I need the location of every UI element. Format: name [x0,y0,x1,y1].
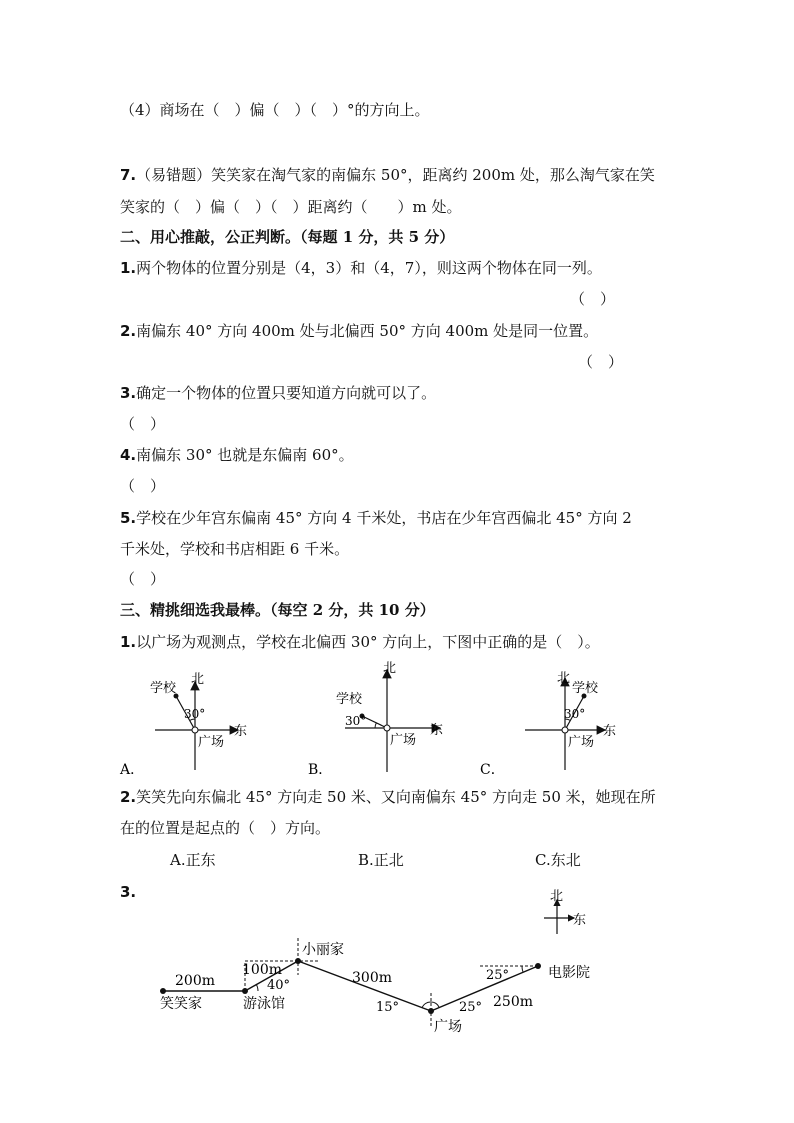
diagram-b-square-label: 广场 [390,733,417,748]
q7-text-line2: 笑家的（ ）偏（ ）（ ）距离约（ ）m 处。 [120,198,462,216]
s2-item-3-answer-paren: （ ） [120,415,166,433]
q7-line1 [120,165,655,185]
option-a-label: A． [120,762,145,778]
s3-q1-diagrams [0,660,794,780]
s3-q2-choice-c: C.东北 [535,851,581,869]
s2-item-2-text: 南偏东 40° 方向 400m 处与北偏西 50° 方向 400m 处是同一位置。 [136,322,599,340]
s3-q2-choice-b: B.正北 [358,851,404,869]
angle-label-25-cinema: 25° [486,968,510,983]
s3-q2-line1: 笑笑先向东偏北 45° 方向走 50 米、又向南偏东 45° 方向走 50 米，她现在所 [136,788,656,806]
s2-item-1-text: 两个物体的位置分别是（4，3）和（4，7），则这两个物体在同一列。 [136,259,602,277]
diagram-c-square-label: 广场 [568,735,595,750]
angle-arc-25-cinema [522,966,523,972]
diagram-a-square-label: 广场 [198,735,225,750]
distance-label-100m: 100m [242,962,282,978]
s2-item-2-answer-paren: （ ） [578,353,624,371]
s2-item-5-answer-paren: （ ） [120,570,166,588]
s3-q3-route-diagram [0,880,794,1040]
diagram-c-east-label: 东 [603,724,617,739]
angle-arc-15 [422,1002,431,1008]
diagram-b-square-dot [384,725,390,731]
q6-part4: （4）商场在（ ）偏（ ）（ ）°的方向上。 [120,101,430,119]
s3-q3-number: 3. [120,883,137,901]
diagram-a-angle-label: 30° [184,707,206,721]
place-label-xiaoxiao-home: 笑笑家 [160,996,202,1012]
s2-item-4-number: 4. [120,446,137,464]
s3-q2-choice-a: A.正东 [170,851,216,869]
section3-title: 三、精挑细选我最棒。（每空 2 分，共 10 分） [120,601,435,619]
diagram-a-school-label: 学校 [150,681,177,696]
diagram-a-north-label: 北 [191,672,205,687]
point-square [428,1008,434,1014]
angle-arc-25-square [431,1002,439,1007]
angle-label-15: 15° [376,1000,400,1015]
compass-north-label: 北 [550,889,564,904]
s2-item-3 [120,383,436,403]
angle-arc-40 [256,984,258,991]
s2-item-2 [120,321,598,341]
option-c-label: C． [480,762,505,778]
diagram-b [336,661,443,772]
q7-text-line1: （易错题）笑笑家在淘气家的南偏东 50°，距离约 200m 处，那么淘气家在笑 [136,166,655,184]
s2-item-4 [120,445,354,465]
s2-item-1-answer-paren: （ ） [570,290,616,308]
place-label-square: 广场 [434,1019,462,1035]
s3-q1-text: 以广场为观测点，学校在北偏西 30° 方向上，下图中正确的是（ ）。 [136,633,600,651]
s2-item-5 [120,508,632,528]
diagram-b-school-label: 学校 [336,692,363,707]
s2-item-3-text: 确定一个物体的位置只要知道方向就可以了。 [136,384,437,402]
diagram-c-school-label: 学校 [572,681,599,696]
compass [544,889,586,934]
place-label-cinema: 电影院 [548,965,590,981]
diagram-b-angle-arc [375,723,377,729]
point-cinema [535,963,541,969]
option-b-label: B． [308,762,333,778]
diagram-a-east-label: 东 [234,724,248,739]
s2-item-5-text-line2: 千米处，学校和书店相距 6 千米。 [120,540,350,558]
point-swimming-pool [242,988,248,994]
s2-item-4-text: 南偏东 30° 也就是东偏南 60°。 [136,446,354,464]
diagram-b-angle-label: 30° [345,714,367,728]
diagram-b-north-label: 北 [383,661,397,676]
point-xiaoxiao-home [160,988,166,994]
s3-q2 [120,787,656,807]
s2-item-1-number: 1. [120,259,137,277]
diagram-c-north-label: 北 [557,671,571,686]
distance-label-250m: 250m [493,994,533,1010]
s2-item-3-number: 3. [120,384,137,402]
angle-label-25-square: 25° [459,1000,483,1015]
diagram-c-angle-label: 30° [564,707,586,721]
diagram-a-square-dot [192,727,198,733]
distance-label-200m: 200m [175,973,215,989]
place-label-xiaoli-home: 小丽家 [302,942,344,958]
s3-q1-number: 1. [120,633,137,651]
angle-label-40: 40° [267,978,291,993]
q7-number: 7. [120,166,137,184]
diagram-c-square-dot [562,727,568,733]
compass-east-label: 东 [573,913,587,928]
point-xiaoli-home [295,958,301,964]
s3-q2-number: 2. [120,788,137,806]
s2-item-2-number: 2. [120,322,137,340]
s2-item-5-text: 学校在少年宫东偏南 45° 方向 4 千米处，书店在少年宫西偏北 45° 方向 2 [136,509,632,527]
distance-label-300m: 300m [352,970,392,986]
section2-title: 二、用心推敲，公正判断。（每题 1 分，共 5 分） [120,228,455,246]
s2-item-5-number: 5. [120,509,137,527]
diagram-b-east-label: 东 [430,723,444,738]
diagram-a [150,672,247,770]
route-segment-3 [298,961,431,1011]
s2-item-4-answer-paren: （ ） [120,477,166,495]
s3-q2-line2: 在的位置是起点的（ ）方向。 [120,819,331,837]
diagram-c [525,671,616,770]
s3-q1 [120,632,600,652]
s2-item-1 [120,258,602,278]
place-label-swimming-pool: 游泳馆 [243,996,285,1012]
